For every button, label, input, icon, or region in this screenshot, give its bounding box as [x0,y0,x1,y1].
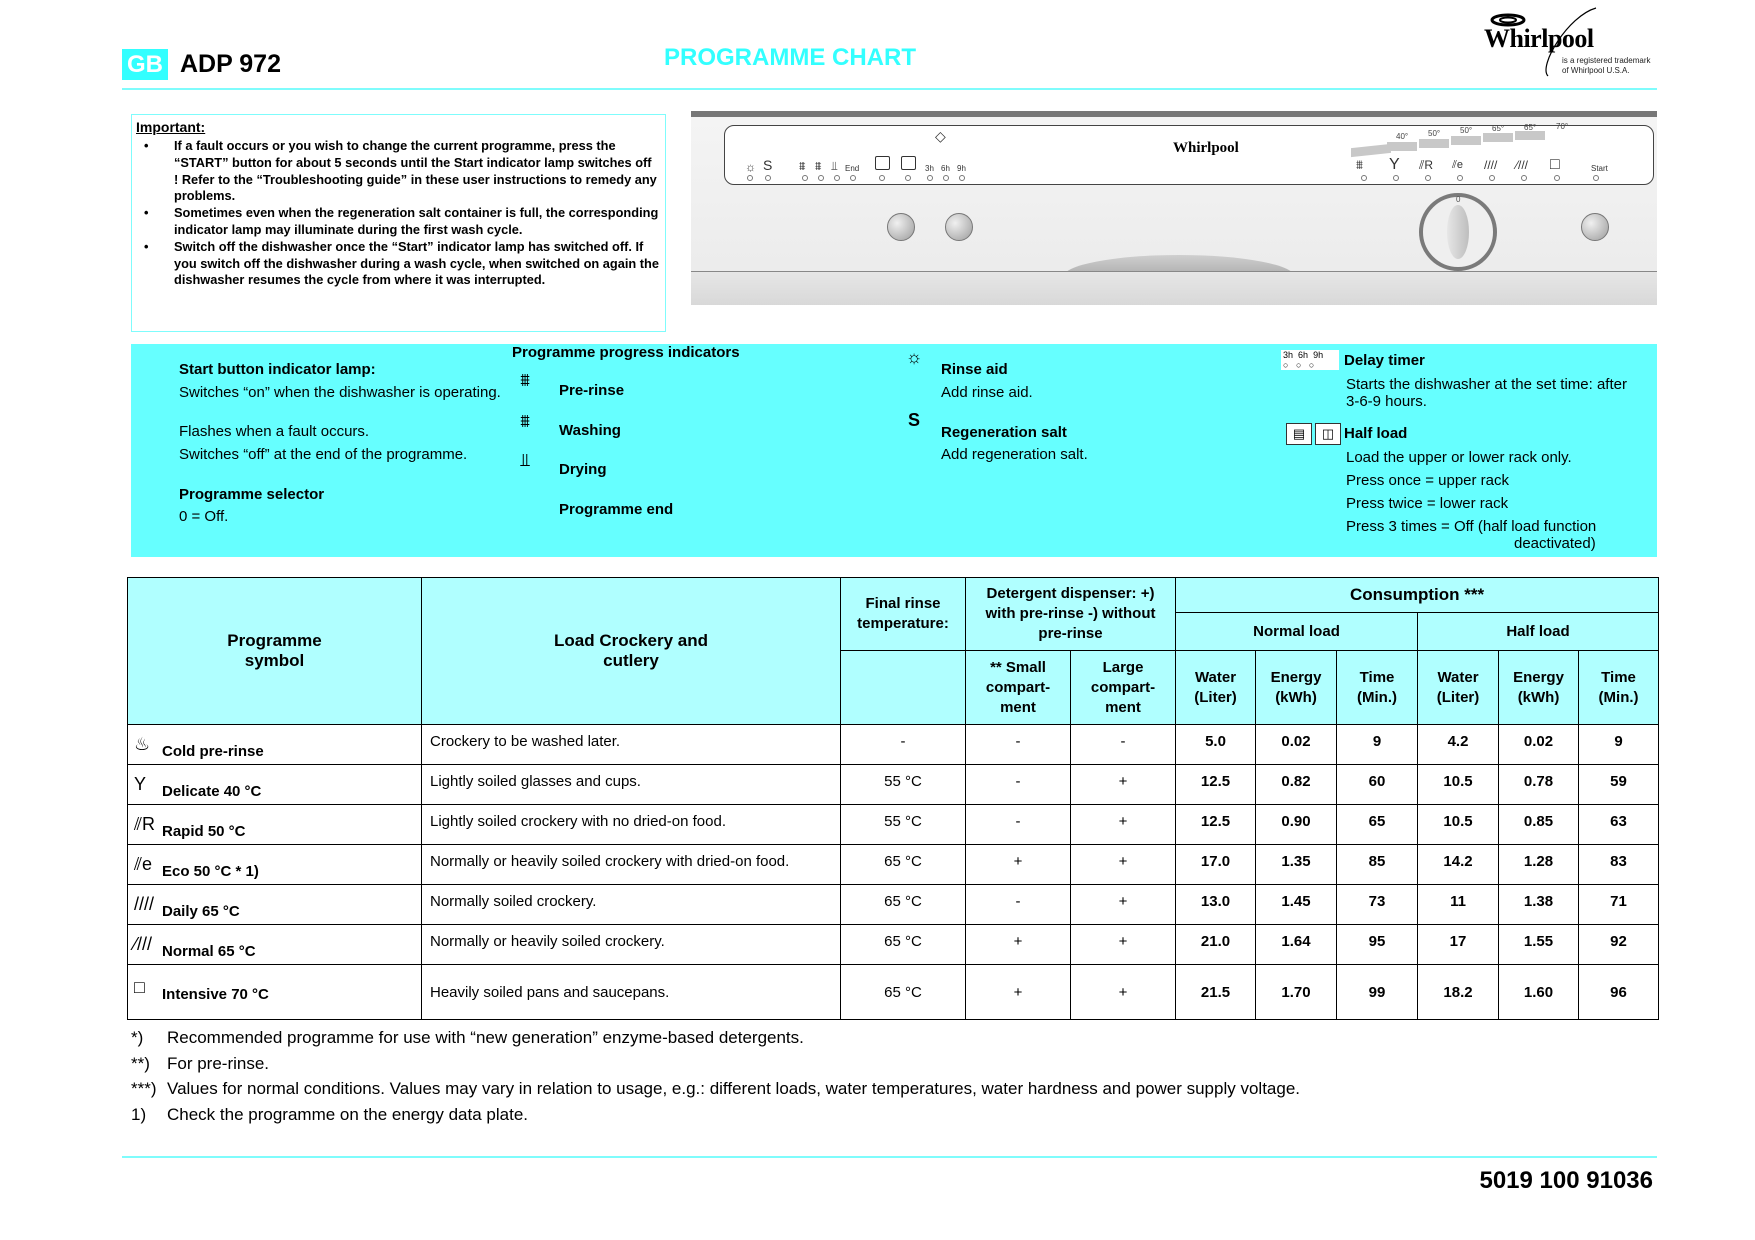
start-lamp-text: Switches “on” when the dishwasher is operating. [179,384,501,401]
col-load-header: Load Crockery and cutlery [422,578,841,725]
door-lower-panel [691,271,1657,305]
rapid-programme-icon: ⫽R [1419,158,1434,172]
half-time: 59 [1579,765,1659,805]
load-desc: Lightly soiled glasses and cups. [422,765,841,805]
half-load-header: Half load [1418,613,1659,651]
large-compartment: + [1071,765,1176,805]
indicator-display [724,122,1654,185]
load-desc: Normally or heavily soiled crockery. [422,925,841,965]
drying-icon: ⫫ [519,450,531,470]
half-water: 18.2 [1418,965,1499,1020]
half-load-text: Load the upper or lower rack only. [1346,449,1572,466]
half-time: 96 [1579,965,1659,1020]
half-time-header: Time (Min.) [1579,651,1659,725]
half-energy: 1.38 [1499,885,1579,925]
delay-diamond-icon: ◇ [935,128,946,144]
selector-text: 0 = Off. [179,508,229,525]
normal-water-header: Water (Liter) [1176,651,1256,725]
half-water: 10.5 [1418,765,1499,805]
table-row [128,885,1659,925]
large-compartment: + [1071,885,1176,925]
col-programme-header: Programme symbol [128,578,422,725]
final-rinse-temp: 65 °C [841,965,966,1020]
normal-energy: 1.64 [1256,925,1337,965]
important-item: • Sometimes even when the regeneration salt container is full, the corresponding indicator lamp may illuminate during the first wash cycle. [144,205,659,237]
half-time: 63 [1579,805,1659,845]
half-water: 4.2 [1418,725,1499,765]
dial-zero-mark: 0 [1456,195,1461,204]
half-energy: 1.55 [1499,925,1579,965]
normal-energy: 1.45 [1256,885,1337,925]
half-energy-header: Energy (kWh) [1499,651,1579,725]
temp-bar [1351,144,1391,157]
delay-heading: Delay timer [1344,352,1425,369]
salt-led [765,175,771,181]
normal-energy: 1.70 [1256,965,1337,1020]
start-lamp-text: Flashes when a fault occurs. [179,423,370,440]
load-desc: Lightly soiled crockery with no dried-on food. [422,805,841,845]
programme-name: Cold pre-rinse [162,743,264,760]
normal-energy: 0.90 [1256,805,1337,845]
programme-led [1489,175,1495,181]
temp-bar [1387,142,1417,151]
normal-load-header: Normal load [1176,613,1418,651]
programme-selector-dial[interactable] [1419,193,1497,271]
programme-led [1554,175,1560,181]
rinse-aid-led [747,175,753,181]
load-desc: Normally or heavily soiled crockery with dried-on food. [422,845,841,885]
footer-divider [122,1156,1657,1158]
large-compartment: + [1071,925,1176,965]
half-energy: 1.28 [1499,845,1579,885]
bullet-icon: • [144,205,149,221]
end-led [850,175,856,181]
salt-icon: S [907,410,920,430]
footnote: ***) Values for normal conditions. Values may vary in relation to usage, e.g.: different loads, water temperatures, water hardness and power supply voltage. [131,1079,1300,1098]
programme-led [1361,175,1367,181]
important-list [136,138,659,289]
pre-rinse-icon: ♨ [134,734,151,754]
temp-label: 40° [1396,132,1409,141]
empty-header-cell [841,651,966,725]
half-load-text: Press 3 times = Off (half load function [1346,518,1597,535]
temp-bar [1419,139,1449,148]
start-lamp-heading: Start button indicator lamp: [179,361,376,378]
header-divider [122,88,1657,90]
temp-bar [1515,131,1545,140]
pre-rinse-icon: ⩩ [520,370,530,390]
bullet-icon: • [144,138,149,153]
end-label: End [845,164,860,173]
programme-name: Daily 65 °C [162,903,240,920]
table-row [128,765,1659,805]
rinse-aid-text: Add rinse aid. [941,384,1033,401]
delay-3h-led [927,175,933,181]
half-water: 17 [1418,925,1499,965]
normal-time: 95 [1337,925,1418,965]
normal-programme-icon: ⁄/// [1516,158,1529,172]
rapid-icon: ⫽R [134,814,156,834]
half-load-text: Press once = upper rack [1346,472,1510,489]
half-load-text: deactivated) [1514,535,1596,552]
small-compartment: - [966,805,1071,845]
upper-rack-icon [875,156,890,170]
normal-energy: 1.35 [1256,845,1337,885]
daily-programme-icon: //// [1484,158,1498,172]
delay-6h-label: 6h [941,164,950,173]
bullet-icon: • [144,238,149,254]
programme-led [1521,175,1527,181]
delay-text: Starts the dishwasher at the set time: after 3-6-9 hours. [1346,376,1627,410]
glass-programme-icon: Y [1389,156,1400,173]
lower-rack-icon [901,156,916,170]
start-label: Start [1591,164,1608,173]
final-rinse-temp: 55 °C [841,805,966,845]
progress-item: Pre-rinse [559,382,625,399]
control-panel-illustration [691,111,1657,305]
glass-icon: Y [134,774,147,794]
normal-water: 13.0 [1176,885,1256,925]
table-row [128,965,1659,1020]
final-rinse-temp: - [841,725,966,765]
delay-6h-led [943,175,949,181]
normal-energy: 0.82 [1256,765,1337,805]
temp-label: 65° [1524,123,1537,132]
footnotes [131,1025,1631,1127]
half-time: 71 [1579,885,1659,925]
progress-item: Programme end [559,501,674,518]
eco-icon: ⫽e [134,854,153,874]
footnote: 1) Check the programme on the energy data plate. [131,1104,528,1124]
normal-energy-header: Energy (kWh) [1256,651,1337,725]
half-load-heading: Half load [1344,425,1408,442]
table-row [128,925,1659,965]
load-desc: Normally soiled crockery. [422,885,841,925]
washing-indicator-icon: ⩩ [815,159,822,173]
small-compartment: - [966,765,1071,805]
eco-programme-icon: ⫽e [1452,159,1464,171]
upper-rack-icon: ▤ [1286,423,1312,445]
pre-rinse-led [802,175,808,181]
small-compartment-header: ** Small compart-ment [966,651,1071,725]
half-time: 92 [1579,925,1659,965]
small-compartment: - [966,885,1071,925]
half-water-header: Water (Liter) [1418,651,1499,725]
half-time: 83 [1579,845,1659,885]
footnote: *) Recommended programme for use with “new generation” enzyme-based detergents. [131,1028,804,1047]
temp-label: 70° [1556,122,1569,131]
temp-label: 65° [1492,124,1505,133]
large-compartment: + [1071,965,1176,1020]
programme-name: Normal 65 °C [162,943,256,960]
model-number: ADP 972 [180,50,281,78]
indicator-legend [131,344,1657,557]
normal-time: 60 [1337,765,1418,805]
half-water: 14.2 [1418,845,1499,885]
half-energy: 0.78 [1499,765,1579,805]
country-badge: GB [122,49,168,80]
start-button[interactable] [1581,213,1609,241]
brand-wordmark: Whirlpool [1484,24,1594,53]
half-time: 9 [1579,725,1659,765]
programme-name: Intensive 70 °C [162,986,269,1003]
pre-rinse-indicator-icon: ⩩ [799,159,806,173]
temp-label: 50° [1460,126,1473,135]
temp-bar [1483,133,1513,142]
half-energy: 0.02 [1499,725,1579,765]
normal-time: 9 [1337,725,1418,765]
footnote: **) For pre-rinse. [131,1053,270,1073]
drying-led [834,175,840,181]
normal-water: 12.5 [1176,765,1256,805]
programme-led [1457,175,1463,181]
delay-3h-label: 3h [925,164,934,173]
important-heading: Important: [136,119,206,135]
large-compartment-header: Large compart-ment [1071,651,1176,725]
load-desc: Crockery to be washed later. [422,725,841,765]
important-notice [131,114,666,332]
start-lamp-text: Switches “off” at the end of the programme. [179,446,468,463]
delay-9h-label: 9h [957,164,966,173]
page-title: PROGRAMME CHART [664,44,916,71]
progress-item: Washing [559,422,621,439]
normal-time: 73 [1337,885,1418,925]
programme-name: Rapid 50 °C [162,823,246,840]
small-compartment: + [966,845,1071,885]
normal-water: 12.5 [1176,805,1256,845]
col-consumption-header: Consumption *** [1176,578,1659,613]
temp-bar [1451,136,1481,145]
temp-label: 50° [1428,129,1441,138]
final-rinse-temp: 65 °C [841,845,966,885]
table-row [128,805,1659,845]
large-compartment: + [1071,845,1176,885]
col-final-rinse-header: Final rinse temperature: [841,578,966,651]
large-compartment: + [1071,805,1176,845]
important-item: • Switch off the dishwasher once the “Start” indicator lamp has switched off. If you switch off the dishwasher during a wash cycle, when switched on again the dishwasher resumes the cycle from where it was interrupted. [144,238,659,288]
delay-timer-icon: 3h 6h 9h ○ ○ ○ [1281,350,1339,370]
drying-indicator-icon: ⫫ [831,159,838,173]
normal-water: 5.0 [1176,725,1256,765]
small-compartment: - [966,725,1071,765]
lower-rack-led [905,175,911,181]
programme-name: Delicate 40 °C [162,783,262,800]
normal-time: 85 [1337,845,1418,885]
normal-water: 17.0 [1176,845,1256,885]
normal-time: 99 [1337,965,1418,1020]
rinse-aid-icon: ☼ [905,347,923,367]
normal-water: 21.5 [1176,965,1256,1020]
washing-icon: ⩩ [520,411,530,431]
salt-icon: S [763,157,773,173]
dial-grip [1447,205,1469,259]
trademark-note: is a registered trademark of Whirlpool U.S.A. [1562,56,1651,75]
salt-text: Add regeneration salt. [941,446,1088,463]
programme-led [1393,175,1399,181]
programme-table [127,577,1659,1020]
progress-heading: Programme progress indicators [512,344,740,361]
rinse-aid-icon: ☼ [745,160,756,174]
normal-time: 65 [1337,805,1418,845]
lower-rack-icon: ◫ [1315,423,1341,445]
part-number: 5019 100 91036 [1479,1167,1653,1194]
table-row [128,845,1659,885]
selector-heading: Programme selector [179,486,325,503]
half-energy: 0.85 [1499,805,1579,845]
programme-name: Eco 50 °C * 1) [162,863,259,880]
normal-time-header: Time (Min.) [1337,651,1418,725]
delay-timer-button[interactable] [945,213,973,241]
start-led [1593,175,1599,181]
normal-water: 21.0 [1176,925,1256,965]
small-compartment: + [966,965,1071,1020]
load-desc: Heavily soiled pans and saucepans. [422,965,841,1020]
half-load-text: Press twice = lower rack [1346,495,1509,512]
delay-9h-led [959,175,965,181]
final-rinse-temp: 65 °C [841,885,966,925]
small-compartment: + [966,925,1071,965]
half-water: 10.5 [1418,805,1499,845]
upper-rack-led [879,175,885,181]
important-item: • If a fault occurs or you wish to change the current programme, press the “START” button for about 5 seconds until the Start indicator lamp switches off ! Refer to the “Troubleshooting guide” in these user instructions to remedy any problems. [144,138,657,204]
table-row [128,725,1659,765]
half-load-button[interactable] [887,213,915,241]
pre-rinse-programme-icon: ⩩ [1356,157,1363,172]
panel-brand: Whirlpool [1173,140,1239,156]
half-water: 11 [1418,885,1499,925]
final-rinse-temp: 65 °C [841,925,966,965]
progress-item: Drying [559,461,607,478]
washing-led [818,175,824,181]
rinse-aid-heading: Rinse aid [941,361,1008,378]
final-rinse-temp: 55 °C [841,765,966,805]
programme-led [1425,175,1431,181]
daily-icon: //// [134,894,155,914]
whirlpool-logo [1478,6,1658,80]
normal-icon: ⁄/// [134,934,153,954]
half-energy: 1.60 [1499,965,1579,1020]
salt-heading: Regeneration salt [941,424,1067,441]
pot-programme-icon: □ [1550,156,1560,173]
normal-energy: 0.02 [1256,725,1337,765]
col-detergent-header: Detergent dispenser: +) with pre-rinse -) without pre-rinse [966,578,1176,651]
large-compartment: - [1071,725,1176,765]
pot-icon: □ [134,977,145,997]
